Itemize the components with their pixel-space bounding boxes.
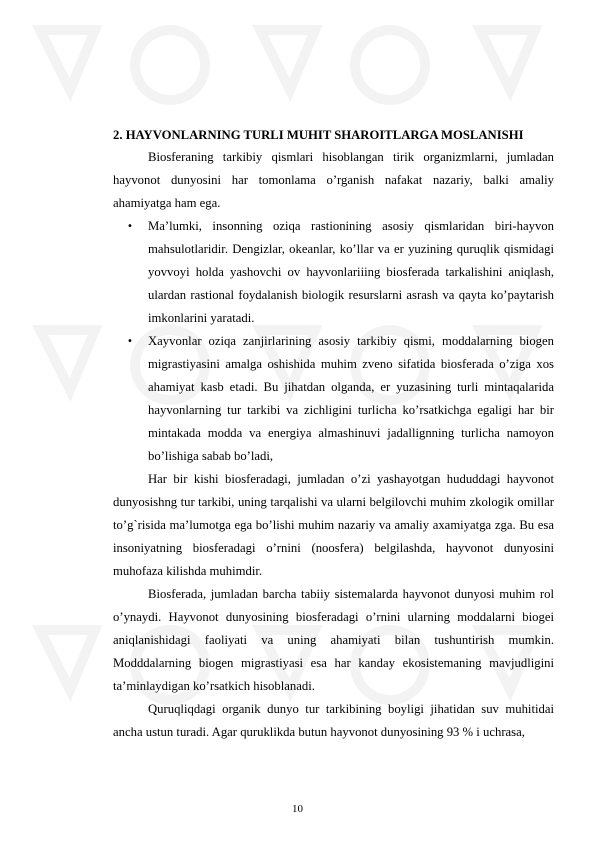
bullet-text: Xayvonlar oziqa zanjirlarining asosiy tarkibiy qismi, moddalarning biogen migrastiyasini amalga oshishida muhim zveno sifatida biosferada o’ziga xos ahamiyat kasb etadi. Bu jihatdan olganda, er yuzasining turli mintaqalarida hayvonlarning tur tarkibi va zichligini turlicha ko’rsatkichga egaligi har bir mintakada modda va energiya almashinuvi jadallignning turlicha namoyon bo’lishiga sabab bo’ladi, [148, 334, 554, 463]
bullet-icon: • [127, 221, 133, 232]
bullet-item [113, 330, 554, 468]
bullet-item [113, 215, 554, 330]
bullet-icon: • [127, 336, 133, 347]
bullet-list [113, 215, 554, 468]
document-body [113, 124, 554, 744]
section-heading: 2. HAYVONLARNING TURLI MUHIT SHAROITLARGA MOSLANISHI [113, 128, 524, 142]
body-paragraph: Biosferada, jumladan barcha tabiiy sistemalarda hayvonot dunyosi muhim rol o’ynaydi. Hayvonot dunyosining biosferadagi o’rnini ularning moddalarni biogei aniqlanishidagi faoliyati va uning ahamiyati bilan tushuntirish mumkin. Modddalarning biogen migrastiyasi esa har kanday ekosistemaning mavjudligini ta’minlaydigan ko’rsatkich hisoblanadi. [113, 587, 554, 693]
intro-paragraph: Biosferaning tarkibiy qismlari hisoblangan tirik organizmlarni, jumladan hayvonot dunyosini har tomonlama o’rganish nafakat nazariy, balki amaliy ahamiyatga ham ega. [113, 150, 554, 210]
body-paragraph: Quruqliqdagi organik dunyo tur tarkibining boyligi jihatidan suv muhitidai ancha ustun turadi. Agar quruklikda butun hayvonot dunyosining 93 % i uchrasa, [113, 702, 554, 739]
body-paragraph: Har bir kishi biosferadagi, jumladan o’zi yashayotgan hududdagi hayvonot dunyosishng tur tarkibi, uning tarqalishi va ularni belgilovchi muhim zkologik omillar to’g`risida ma’lumotga ega bo’lishi muhim nazariy va amaliy axamiyatga zga. Bu esa insoniyatning biosferadagi o’rnini (noosfera) belgilashda, hayvonot dunyosini muhofaza kilishda muhimdir. [113, 472, 554, 578]
bullet-text: Ma’lumki, insonning oziqa rastionining asosiy qismlaridan biri-hayvon mahsulotlaridir. Dengizlar, okeanlar, ko’llar va er yuzining quruqlik qismidagi yovvoyi holda yashovchi ov hayvonlariiing biosferada tarkalishini aniqlash, ulardan rastional foydalanish biologik resurslarni asrash va qayta ko’paytarish imkonlarini yaratadi. [148, 219, 554, 325]
page-number: 10 [292, 803, 303, 815]
